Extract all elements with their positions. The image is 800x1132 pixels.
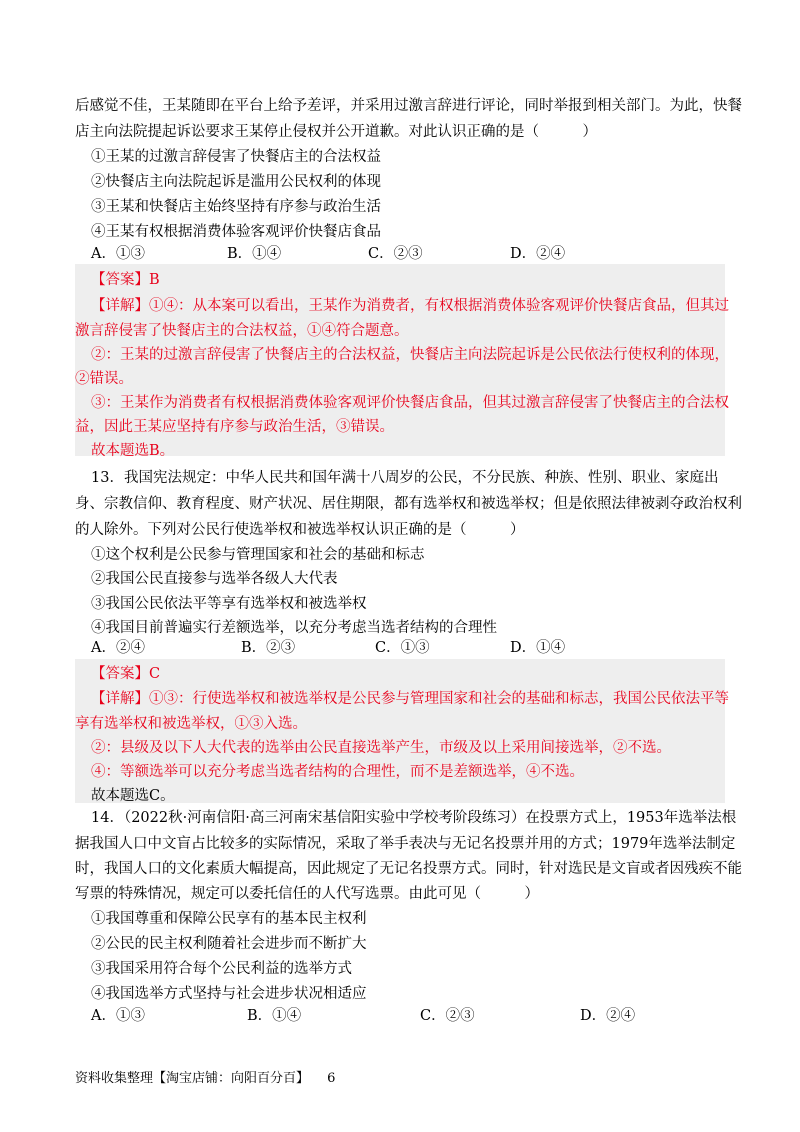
q12-stem-line: 店主向法院提起诉讼要求王某停止侵权并公开道歉。对此认识正确的是（ ） xyxy=(75,124,597,140)
q13-choice-c: C．①③ xyxy=(375,640,430,656)
q12-stem-line: 后感觉不佳，王某随即在平台上给予差评，并采用过激言辞进行评论，同时举报到相关部门。为此，快餐 xyxy=(75,98,742,114)
q13-choice-a: A．②④ xyxy=(91,640,145,656)
q13-detail-line: 享有选举权和被选举权，①③入选。 xyxy=(75,716,307,732)
q12-detail-line: 激言辞侵害了快餐店主的合法权益，①④符合题意。 xyxy=(75,323,409,339)
q12-option: ②快餐店主向法院起诉是滥用公民权利的体现 xyxy=(91,174,381,190)
q14-option: ③我国采用符合每个公民利益的选举方式 xyxy=(91,961,352,977)
q14-option: ④我国选举方式坚持与社会进步状况相适应 xyxy=(91,986,367,1002)
q14-stem-line: 据我国人口中文盲占比较多的实际情况，采取了举手表决与无记名投票并用的方式；1979年选举法制定 xyxy=(75,836,736,852)
q13-option: ②我国公民直接参与选举各级人大代表 xyxy=(91,571,338,587)
q14-choice-a: A．①③ xyxy=(91,1008,145,1024)
q13-detail-line: 【详解】①③：行使选举权和被选举权是公民参与管理国家和社会的基础和标志，我国公民依法平等 xyxy=(91,691,729,707)
q12-conclusion: 故本题选B。 xyxy=(91,443,175,459)
q12-choice-a: A．①③ xyxy=(91,246,145,262)
q13-detail-line: ②：县级及以下人大代表的选举由公民直接选举产生，市级及以上采用间接选举，②不选。 xyxy=(91,740,671,756)
q12-choice-d: D．②④ xyxy=(510,246,566,262)
q14-stem-line: 14．（2022秋·河南信阳·高三河南宋基信阳实验中学校考阶段练习）在投票方式上，1953年选举法根 xyxy=(91,810,737,826)
q14-option: ①我国尊重和保障公民享有的基本民主权利 xyxy=(91,911,367,927)
q12-detail-line: 益，因此王某应坚持有序参与政治生活，③错误。 xyxy=(75,419,394,435)
q12-detail-line: ②：王某的过激言辞侵害了快餐店主的合法权益，快餐店主向法院起诉是公民依法行使权利的体现， xyxy=(91,347,729,363)
q13-stem-line: 的人除外。下列对公民行使选举权和被选举权认识正确的是（ ） xyxy=(75,522,525,538)
q13-choice-b: B．②③ xyxy=(241,640,296,656)
q14-stem-line: 时，我国人口的文化素质大幅提高，因此规定了无记名投票方式。同时，针对选民是文盲或者因残疾不能 xyxy=(75,861,742,877)
q13-stem-line: 身、宗教信仰、教育程度、财产状况、居住期限，都有选举权和被选举权；但是依照法律被剥夺政治权利 xyxy=(75,496,742,512)
q13-option: ④我国目前普遍实行差额选举，以充分考虑当选者结构的合理性 xyxy=(91,620,497,636)
q14-stem-line: 写票的特殊情况，规定可以委托信任的人代写选票。由此可见（ ） xyxy=(75,886,539,902)
q13-choice-d: D．①④ xyxy=(510,640,566,656)
q12-option: ③王某和快餐店主始终坚持有序参与政治生活 xyxy=(91,199,381,215)
q13-option: ③我国公民依法平等享有选举权和被选举权 xyxy=(91,596,367,612)
q13-answer: 【答案】C xyxy=(91,666,161,682)
page-number: 6 xyxy=(327,1071,336,1086)
q12-choice-c: C．②③ xyxy=(368,246,423,262)
q12-detail-line: ③：王某作为消费者有权根据消费体验客观评价快餐店食品，但其过激言辞侵害了快餐店主的合法权 xyxy=(91,395,729,411)
page-footer xyxy=(75,1070,335,1088)
q14-choice-c: C．②③ xyxy=(420,1008,475,1024)
q12-option: ①王某的过激言辞侵害了快餐店主的合法权益 xyxy=(91,149,381,165)
q14-option: ②公民的民主权利随着社会进步而不断扩大 xyxy=(91,936,367,952)
q14-choice-d: D．②④ xyxy=(580,1008,636,1024)
footer-text: 资料收集整理【淘宝店铺：向阳百分百】 xyxy=(75,1071,310,1086)
q12-option: ④王某有权根据消费体验客观评价快餐店食品 xyxy=(91,224,381,240)
q13-option: ①这个权利是公民参与管理国家和社会的基础和标志 xyxy=(91,547,425,563)
q13-conclusion: 故本题选C。 xyxy=(91,788,175,804)
q12-answer: 【答案】B xyxy=(91,272,160,288)
q13-detail-line: ④：等额选举可以充分考虑当选者结构的合理性，而不是差额选举，④不选。 xyxy=(91,764,584,780)
q12-choice-b: B．①④ xyxy=(227,246,282,262)
q12-detail-line: ②错误。 xyxy=(75,371,133,387)
q14-choice-b: B．①④ xyxy=(247,1008,302,1024)
q13-stem-line: 13．我国宪法规定：中华人民共和国年满十八周岁的公民，不分民族、种族、性别、职业、家庭出 xyxy=(91,470,719,486)
q12-detail-line: 【详解】①④：从本案可以看出，王某作为消费者，有权根据消费体验客观评价快餐店食品，但其过 xyxy=(91,298,729,314)
